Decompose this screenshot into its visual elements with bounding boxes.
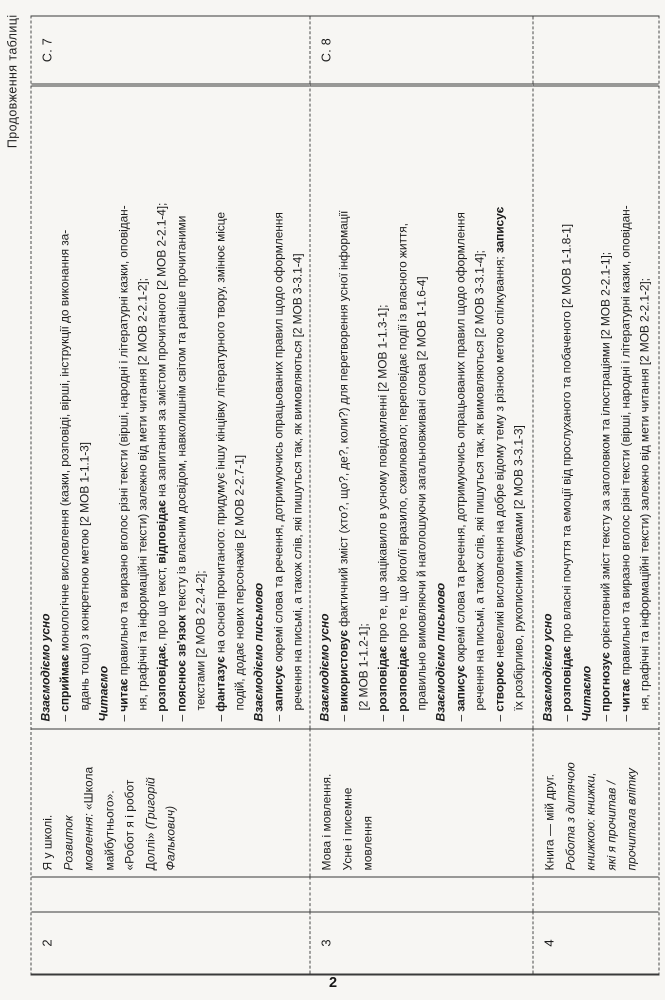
outcome-line: – використовує фактичний зміст (хто?, що?, де?, коли?) для перетворення усної інформації [336, 210, 351, 721]
outcome-section-heading: Взаємодіємо письмово [251, 582, 266, 721]
outcome-line: – розповідає про те, що його/її вразило, схвилювало; переповідає події із власного життя, [394, 222, 409, 721]
row-number-cell: 3 [310, 911, 533, 973]
curriculum-table [30, 15, 659, 975]
page-number: 2 [329, 975, 338, 991]
topic-line: Фалькович) [163, 805, 177, 870]
topic-cell [310, 728, 533, 876]
topic-line: Книга — мій друг. [542, 773, 556, 870]
outcome-line: [2 МОВ 1-1.2-1]; [355, 622, 370, 710]
outcome-line: правильно вимовляючи й наголошуючи загальновживані слова [2 МОВ 1-1.6-4] [414, 275, 429, 710]
outcome-section-heading: Читаємо [578, 665, 593, 721]
outcome-line: – читає правильно та виразно вголос різні тексти (вірші, народні і літературні казки, оповідан- [617, 204, 632, 721]
outcome-line: текстами [2 МОВ 2-2.4-2]; [193, 570, 208, 710]
outcomes-cell [31, 83, 310, 728]
page-ref-cell: С. 7 [31, 16, 310, 83]
topic-line: Мова і мовлення. [319, 773, 333, 870]
outcomes-cell [310, 83, 533, 728]
outcome-section-heading: Читаємо [96, 665, 111, 721]
topic-line: Доллі» (Григорій [142, 776, 157, 870]
outcome-section-heading: Взаємодіємо усно [317, 613, 331, 721]
outcome-line: – сприймає монологічне висловлення (казки, розповіді, вірші, інструкції до виконання за- [57, 229, 72, 721]
outcome-section-heading: Взаємодіємо усно [38, 613, 52, 721]
topic-line: Розвиток [60, 814, 75, 870]
outcome-line: – розповідає про те, що зацікавило в усному повідомленні [2 МОВ 1-1.3-1]; [375, 304, 390, 721]
date-cell [31, 876, 310, 911]
outcome-line: – розповідає про власні почуття та емоції від прослуханого та побаченого [2 МОВ 1-1.8-1] [559, 223, 574, 721]
outcome-line: подій, додає нових персонажів [2 МОВ 2-2.7-1] [232, 454, 247, 710]
table-continuation-label: Продовження таблиці [5, 14, 19, 148]
outcome-section-heading: Взаємодіємо письмово [433, 582, 448, 721]
page-ref-cell [533, 16, 658, 83]
outcome-line: їх розбірливо, рукописними буквами [2 МОВ 3-3.1-3] [511, 424, 526, 710]
row-number-cell: 4 [533, 911, 658, 973]
outcome-line: ня, графічні та інформаційні тексти) залежно від мети читання [2 МОВ 2-2.1-2]; [637, 277, 652, 710]
outcome-line: – пояснює зв’язок тексту із власним досвідом, навколишнім світом та раніше прочитаними [173, 215, 188, 721]
outcome-line: вдань тощо) з конкретною метою [2 МОВ 1-1.1-3] [76, 441, 91, 710]
topic-line: мовлення [360, 815, 374, 870]
outcome-line: – прогнозує орієнтовний зміст тексту за заголовком та ілюстраціями [2 МОВ 2-2.1-1]; [598, 251, 613, 721]
outcome-line: – записує окремі слова та речення, дотримуючись опрацьованих правил щодо оформлення [452, 211, 467, 721]
topic-line: книжкою: книжки, [583, 771, 597, 870]
outcome-line: – розповідає, про що текст, відповідає на запитання за змістом прочитаного [2 МОВ 2-2.1-4]; [154, 202, 169, 721]
date-cell [533, 876, 658, 911]
outcome-line: – читає правильно та виразно вголос різні тексти (вірші, народні і літературні казки, оповідан- [115, 204, 130, 721]
outcomes-cell [533, 83, 658, 728]
outcome-line: – записує окремі слова та речення, дотримуючись опрацьованих правил щодо оформлення [270, 211, 285, 721]
date-cell [310, 876, 533, 911]
topic-cell [533, 728, 658, 876]
outcome-line: – фантазує на основі прочитаного: придумує іншу кінцівку літературного твору, змінює місце [212, 211, 227, 721]
outcome-line: речення на письмі, а також слів, які пишуться так, як вимовляються [2 МОВ 3-3.1-4]; [472, 249, 487, 710]
outcome-line: ня, графічні та інформаційні тексти) залежно від мети читання [2 МОВ 2-2.1-2]; [135, 277, 150, 710]
outcome-section-heading: Взаємодіємо усно [540, 613, 554, 721]
topic-line: Я у школі. [40, 814, 54, 870]
topic-line: які я прочитав / [603, 780, 618, 870]
topic-line: Робота з дитячою [562, 761, 577, 870]
topic-line: «Робот я і робот [122, 779, 136, 870]
outcome-line: – створює невеликі висловлення на добре відому тему з різною метою спілкування; записує [491, 206, 506, 721]
row-number-cell: 2 [31, 911, 310, 973]
topic-cell [31, 728, 310, 876]
topic-line: Усне і писемне [339, 787, 354, 870]
topic-line: прочитала влітку [624, 767, 638, 870]
topic-line: мовлення: «Школа [81, 766, 95, 870]
page-ref-cell: С. 8 [310, 16, 533, 83]
topic-line: майбутнього». [101, 789, 116, 870]
outcome-line: речення на письмі, а також слів, які пишуться так, як вимовляються [2 МОВ 3-3.1-4] [290, 253, 305, 710]
